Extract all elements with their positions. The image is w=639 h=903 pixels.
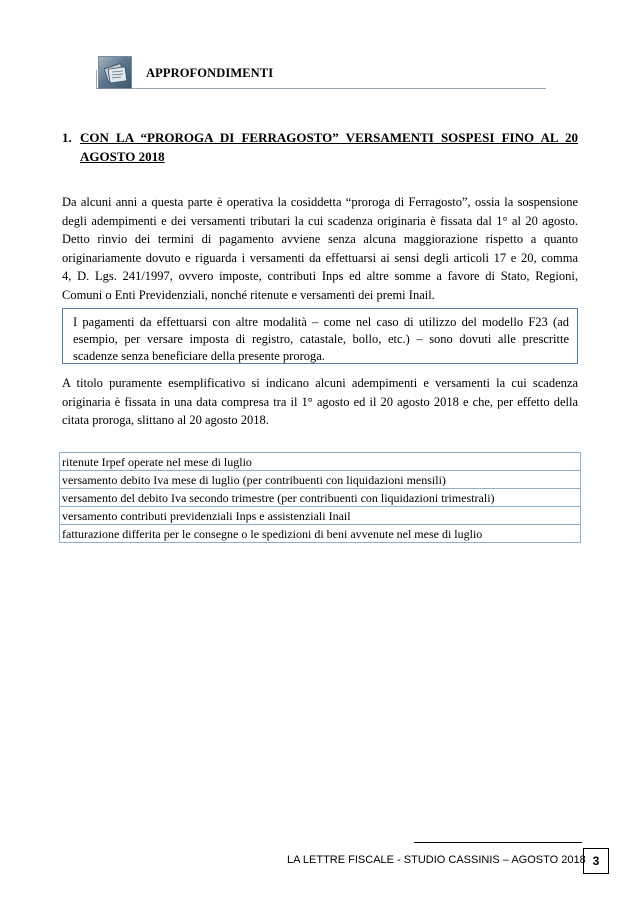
paragraph-line: degli adempimenti e dei versamenti tributari la cui scadenza originaria è fissata dal 1° al 20 agosto. bbox=[62, 213, 578, 228]
examples-paragraph bbox=[62, 374, 578, 430]
note-line: scadenze senza beneficiare della presente proroga. bbox=[73, 348, 325, 363]
paragraph-line: Da alcuni anni a questa parte è operativa la cosiddetta “proroga di Ferragosto”, ossia la sospensione bbox=[62, 195, 578, 209]
header-divider-vertical bbox=[96, 70, 97, 89]
section-title-line-1: CON LA “PROROGA DI FERRAGOSTO” VERSAMENTI SOSPESI FINO AL 20 bbox=[80, 130, 578, 145]
paragraph-line: 4, D. Lgs. 241/1997, ovvero imposte, contributi Inps ed altre somme a favore di Stato, Regioni, bbox=[62, 269, 578, 284]
section-title-line-2: AGOSTO 2018 bbox=[80, 149, 165, 164]
intro-paragraph bbox=[62, 193, 578, 305]
section-heading bbox=[62, 128, 578, 166]
footer-text: LA LETTRE FISCALE - STUDIO CASSINIS – AGOSTO 2018 bbox=[287, 854, 586, 866]
note-line: esempio, per versare imposta di registro, catastale, bollo, etc.) – sono dovuti alle prescritte bbox=[73, 331, 569, 346]
footer-rule bbox=[414, 842, 582, 843]
paragraph-line: A titolo puramente esemplificativo si indicano alcuni adempimenti e versamenti la cui scadenza bbox=[62, 376, 578, 390]
table-row bbox=[60, 453, 581, 471]
table-row bbox=[60, 471, 581, 489]
table-cell: fatturazione differita per le consegne o le spedizioni di beni avvenute nel mese di luglio bbox=[60, 525, 581, 543]
note-line: I pagamenti da effettuarsi con altre modalità – come nel caso di utilizzo del modello F23 (ad bbox=[73, 315, 569, 329]
header-title: APPROFONDIMENTI bbox=[146, 66, 274, 80]
table-cell: versamento del debito Iva secondo trimestre (per contribuenti con liquidazioni trimestrali) bbox=[60, 489, 581, 507]
document-stack-icon bbox=[98, 56, 132, 89]
paragraph-line: Detto rinvio dei termini di pagamento avviene senza alcuna maggiorazione rispetto a quanto bbox=[62, 232, 578, 247]
table-row bbox=[60, 489, 581, 507]
table-cell: versamento debito Iva mese di luglio (per contribuenti con liquidazioni mensili) bbox=[60, 471, 581, 489]
paragraph-line: Comuni o Enti Previdenziali, nonché ritenute e versamenti dei premi Inail. bbox=[62, 287, 435, 302]
table-cell: versamento contributi previdenziali Inps e assistenziali Inail bbox=[60, 507, 581, 525]
page-number: 3 bbox=[583, 848, 609, 874]
table-row bbox=[60, 507, 581, 525]
paragraph-line: originariamente dovuto e riguarda i versamenti da effettuarsi ai sensi degli articoli 17 e 20, comma bbox=[62, 250, 578, 265]
paragraph-line: originaria è fissata in una data compresa tra il 1° agosto ed il 20 agosto 2018 e che, per effetto della bbox=[62, 394, 578, 409]
paragraph-line: citata proroga, slittano al 20 agosto 2018. bbox=[62, 413, 269, 428]
table-cell: ritenute Irpef operate nel mese di luglio bbox=[60, 453, 581, 471]
section-number: 1. bbox=[62, 130, 72, 145]
note-box bbox=[62, 308, 578, 364]
deadlines-table bbox=[59, 452, 581, 543]
header bbox=[98, 56, 518, 90]
table-row bbox=[60, 525, 581, 543]
section-title bbox=[80, 128, 578, 166]
